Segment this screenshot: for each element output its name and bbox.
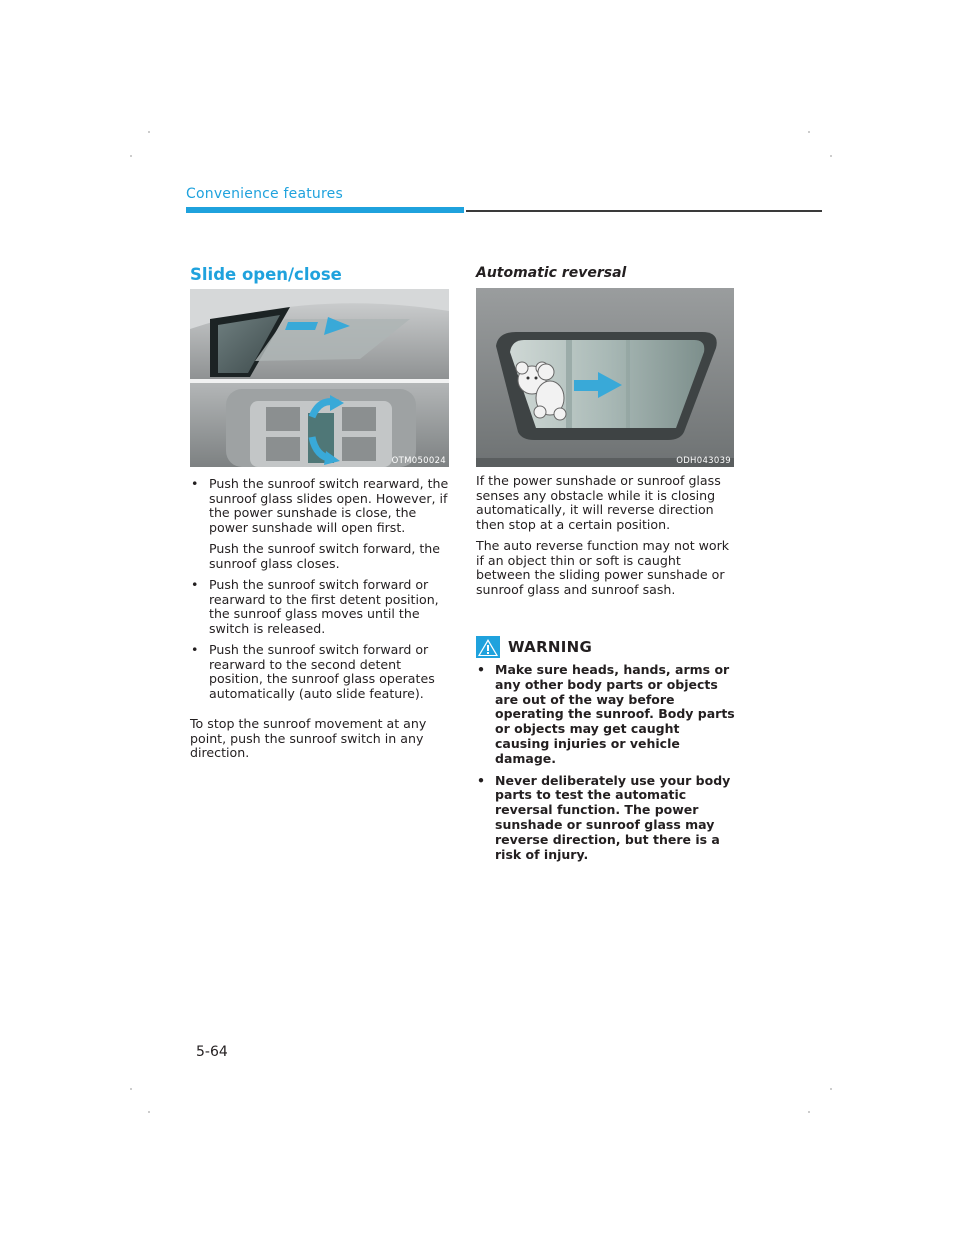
list-item — [190, 578, 452, 636]
warning-text: • Never deliberately use your body parts to test the automatic reversal function. The power sunshade or sunroof glass may reverse direction, but there is a risk of injury. — [495, 772, 731, 862]
crop-mark — [148, 1111, 150, 1113]
crop-mark — [130, 155, 132, 157]
bullet-extra-text: Push the sunroof switch forward, the sunroof glass closes. — [209, 541, 441, 571]
crop-mark — [830, 155, 832, 157]
section-header: Convenience features — [186, 186, 343, 202]
warning-header — [476, 636, 592, 658]
crop-mark — [808, 1111, 810, 1113]
list-item — [476, 774, 738, 863]
figure-code: ODH043039 — [676, 456, 731, 466]
slide-instructions — [190, 477, 452, 768]
section-heading-slide: Slide open/close — [190, 265, 342, 284]
list-item — [190, 477, 452, 571]
bullet-text: • Push the sunroof switch rearward, the sunroof glass slides open. However, if the power sunshade is close, the power sunshade will open first. — [209, 476, 449, 535]
warning-text: • Make sure heads, hands, arms or any other body parts or objects are out of the way before operating the sunroof. Body parts or objects may get caught causing injuries or vehicle damage. — [495, 662, 735, 766]
bullet-text: • Push the sunroof switch forward or rearward to the second detent position, the sunroof glass operates automatically (auto slide feature). — [209, 642, 435, 701]
bullet-text: • Push the sunroof switch forward or rearward to the first detent position, the sunroof glass moves until the switch is released. — [209, 577, 439, 636]
stop-instruction: To stop the sunroof movement at any point, push the sunroof switch in any direction. — [190, 716, 427, 760]
reversal-paragraph: If the power sunshade or sunroof glass senses any obstacle while it is closing automatically, it will reverse direction then stop at a certain position. — [476, 473, 721, 532]
page-number: 5-64 — [196, 1044, 228, 1060]
auto-reversal-figure — [476, 288, 734, 467]
warning-icon — [476, 636, 500, 658]
warning-list — [476, 663, 738, 869]
auto-reversal-illustration — [476, 288, 734, 467]
header-rule-accent — [186, 207, 464, 213]
list-item — [476, 663, 738, 767]
section-heading-reversal: Automatic reversal — [476, 265, 627, 281]
crop-mark — [148, 131, 150, 133]
warning-title: WARNING — [508, 638, 593, 656]
header-rule — [466, 210, 822, 212]
figure-code: OTM050024 — [391, 456, 446, 466]
sunroof-slide-illustration — [190, 289, 449, 467]
crop-mark — [130, 1088, 132, 1090]
reversal-description — [476, 474, 736, 604]
crop-mark — [808, 131, 810, 133]
crop-mark — [830, 1088, 832, 1090]
sunroof-slide-figure — [190, 289, 449, 467]
reversal-paragraph: The auto reverse function may not work if an object thin or soft is caught between the sliding power sunshade or sunroof glass and sunroof sash. — [476, 538, 730, 597]
list-item — [190, 643, 452, 701]
